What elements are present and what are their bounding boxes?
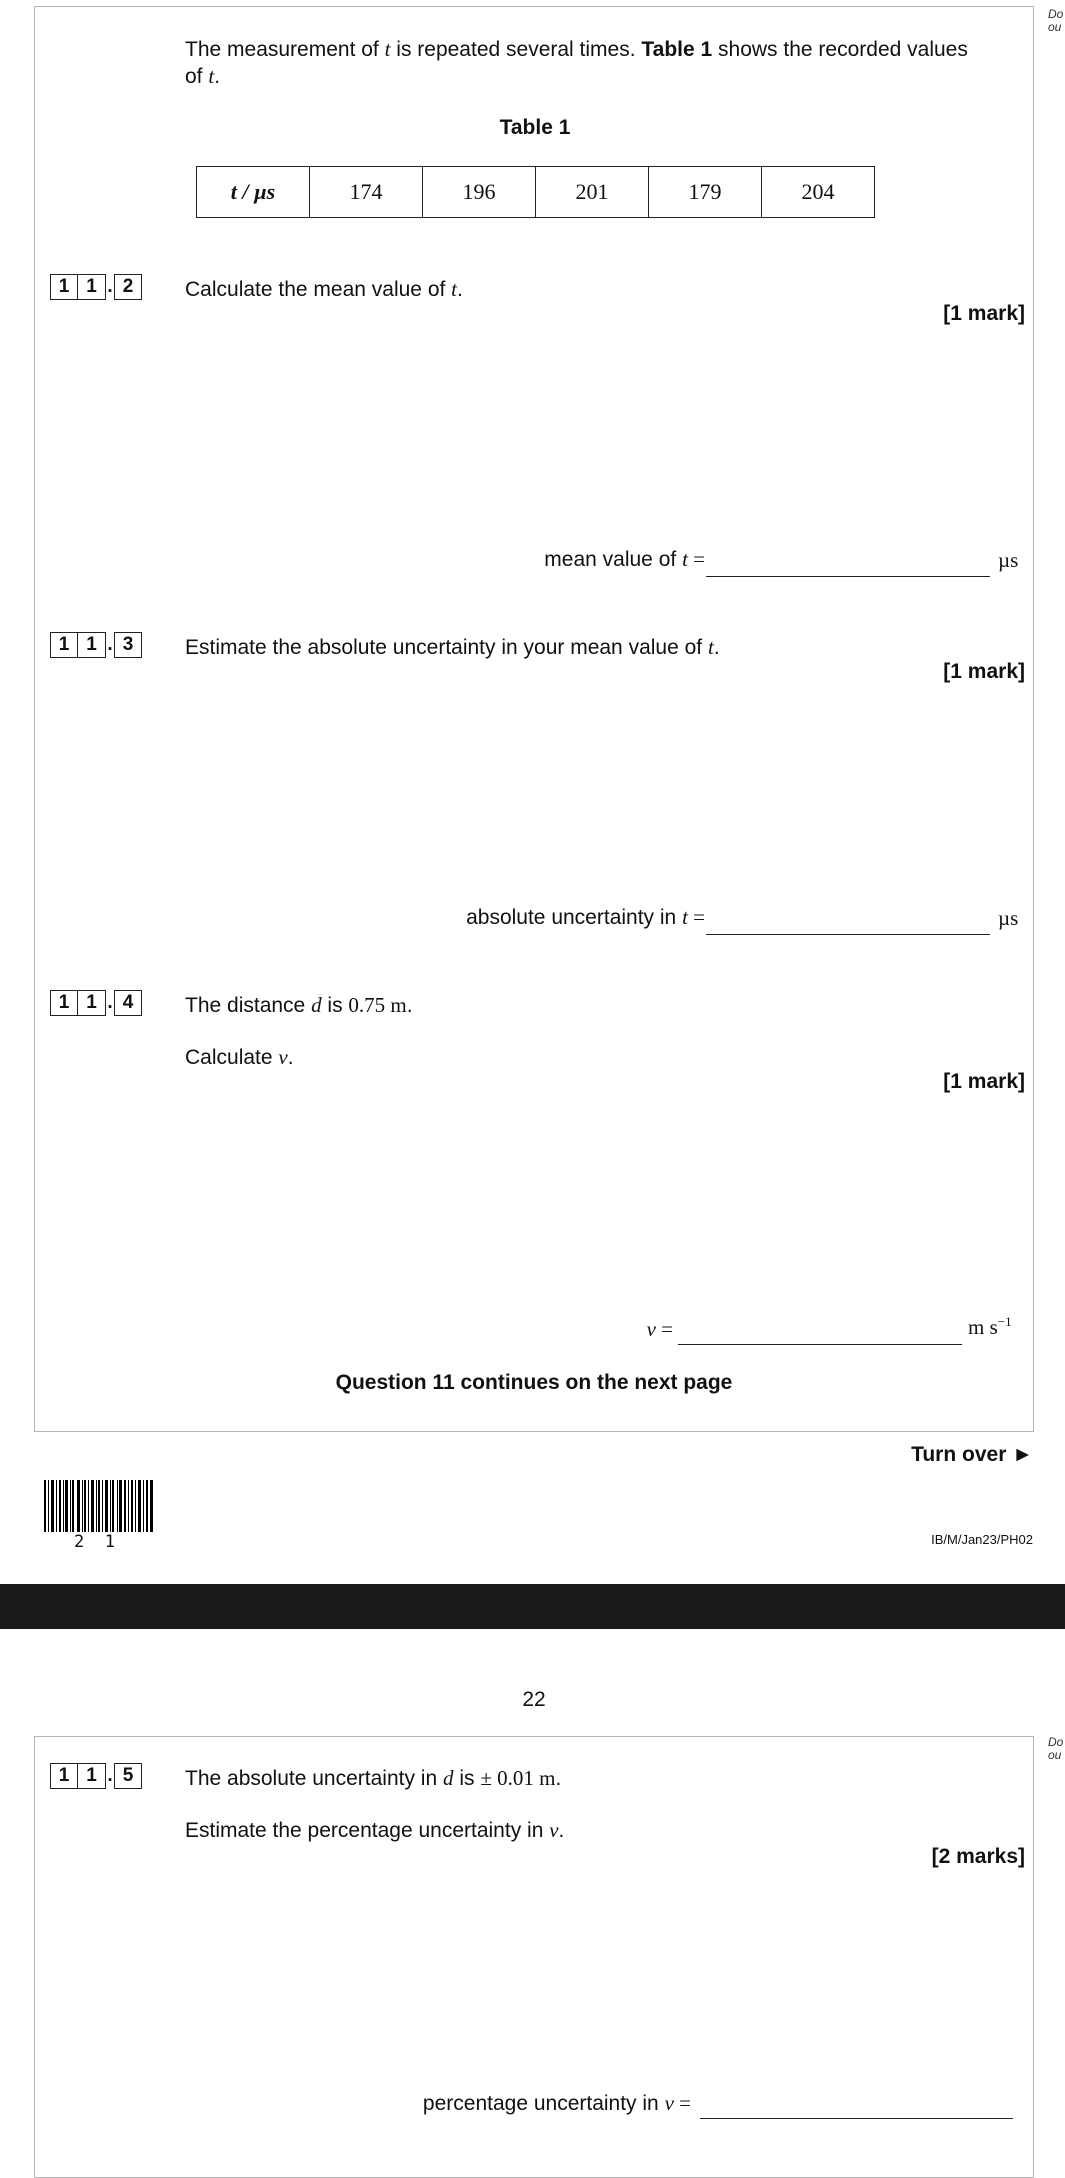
barcode-bars [44, 1480, 153, 1532]
answer-line-v[interactable] [678, 1344, 962, 1345]
page-21-answer-frame [34, 6, 1034, 1432]
margin-note [1048, 8, 1063, 34]
margin-note-line-1: Do [1048, 1735, 1064, 1749]
turn-over-label: Turn over ► [911, 1443, 1033, 1466]
margin-note-line-1: Do [1048, 7, 1064, 21]
answer-label-uncertainty: absolute uncertainty in t = [466, 905, 705, 929]
unit-v: m $s^{-1}$ [968, 1314, 1012, 1339]
marks-label: [1 mark] [943, 660, 1025, 683]
table-row [197, 167, 875, 218]
question-number-11-4: 1 1 . 4 [50, 990, 142, 1016]
marks-label: [1 mark] [943, 1070, 1025, 1093]
table-title: Table 1 [499, 116, 571, 139]
table-cell: 196 [423, 167, 536, 218]
table-cell: 179 [649, 167, 762, 218]
table-cell: 204 [762, 167, 875, 218]
marks-label: [2 marks] [931, 1845, 1025, 1868]
table-header-cell: t / µs [197, 167, 310, 218]
page-separator [0, 1584, 1065, 1629]
question-11-4-instruction: Calculate v. [185, 1045, 294, 1069]
page-number: 22 [522, 1688, 546, 1711]
paper-code: IB/M/Jan23/PH02 [931, 1532, 1033, 1547]
table-reference: Table 1 [641, 38, 713, 61]
var-t: t [208, 64, 215, 88]
answer-line-mean[interactable] [706, 576, 990, 577]
margin-note-line-2: ou [1048, 20, 1062, 34]
table-cell: 174 [310, 167, 423, 218]
barcode [44, 1480, 154, 1532]
question-11-2-text: Calculate the mean value of t. [185, 277, 463, 301]
answer-label-percentage: percentage uncertainty in v = [422, 2091, 691, 2115]
question-number-11-3: 1 1 . 3 [50, 632, 142, 658]
intro-paragraph: The measurement of t is repeated several times. Table 1 shows the recorded values of t. [185, 37, 968, 88]
answer-label-mean: mean value of t = [544, 547, 705, 571]
question-number-11-2: 1 1 . 2 [50, 274, 142, 300]
barcode-number: 2 1 [74, 1532, 115, 1552]
var-t: t [384, 37, 391, 61]
unit-mean: µs [998, 548, 1019, 572]
answer-label-v: v = [646, 1317, 673, 1341]
unit-uncertainty: µs [998, 906, 1019, 930]
marks-label: [1 mark] [943, 302, 1025, 325]
answer-line-percentage[interactable] [700, 2118, 1013, 2119]
margin-note [1048, 1736, 1063, 1762]
question-11-4-text: The distance d is 0.75 m. [185, 993, 413, 1017]
question-11-5-text: The absolute uncertainty in d is ± 0.01 m. [185, 1766, 562, 1790]
question-11-5-instruction: Estimate the percentage uncertainty in v. [185, 1818, 565, 1842]
data-table [196, 166, 875, 218]
continues-note: Question 11 continues on the next page [335, 1371, 733, 1394]
question-11-3-text: Estimate the absolute uncertainty in your mean value of t. [185, 635, 720, 659]
answer-line-uncertainty[interactable] [706, 934, 990, 935]
table-cell: 201 [536, 167, 649, 218]
margin-note-line-2: ou [1048, 1748, 1062, 1762]
question-number-11-5: 1 1 . 5 [50, 1763, 142, 1789]
